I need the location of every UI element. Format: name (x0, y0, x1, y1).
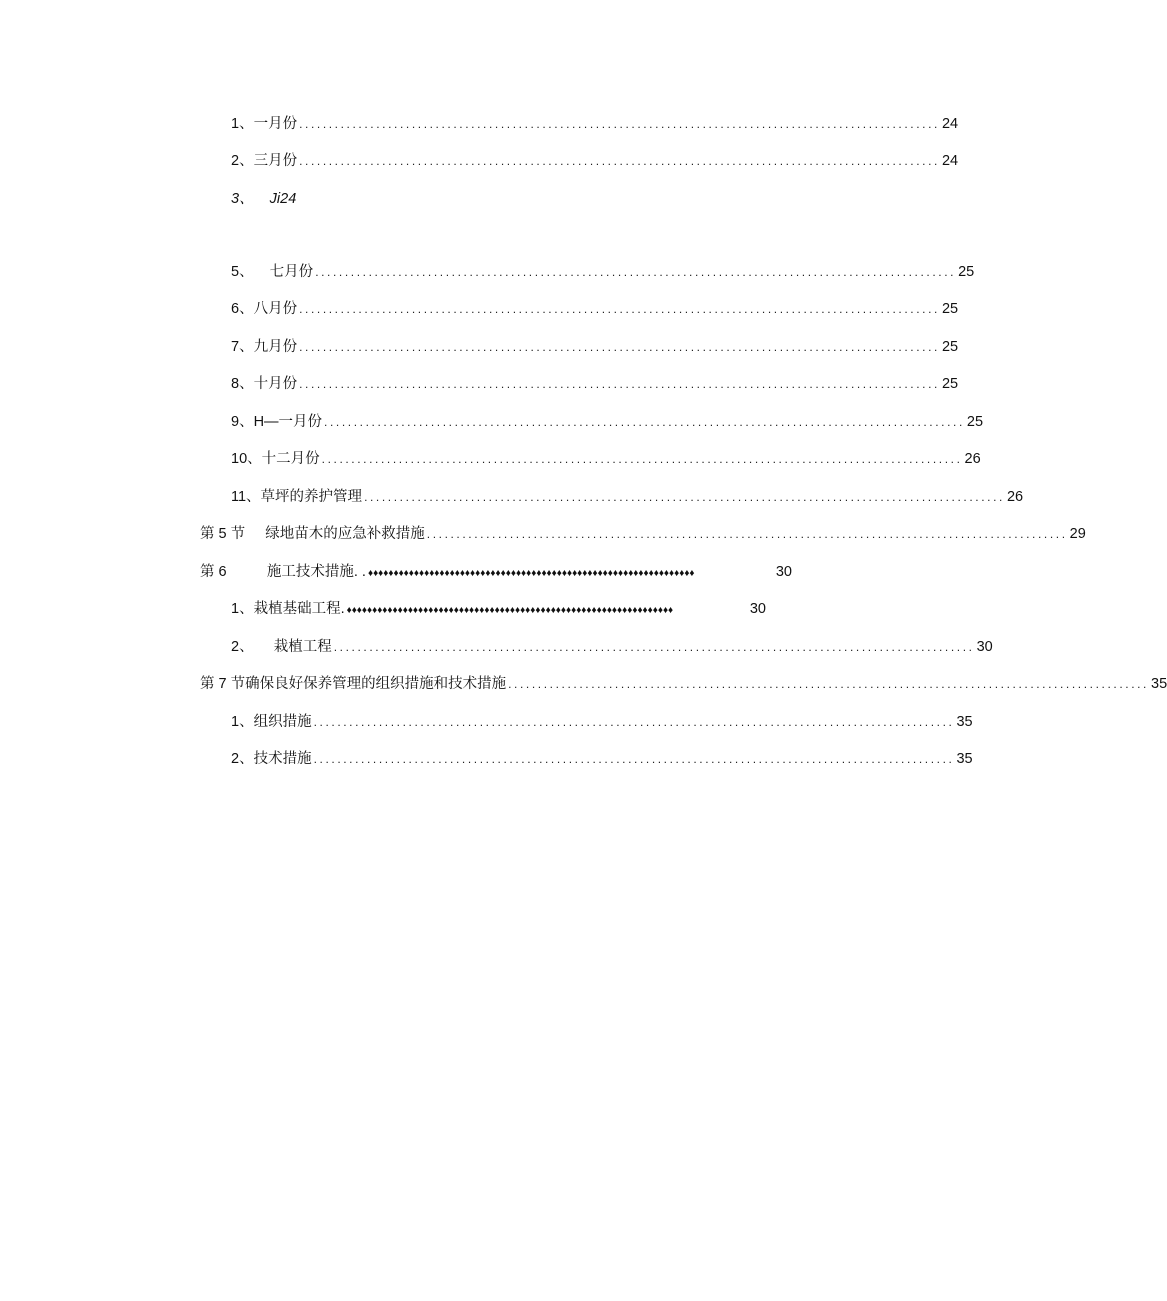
dot-leader: ............................................................................................................ (333, 640, 975, 654)
toc-entry[interactable] (231, 411, 984, 433)
toc-entry-label: 7、九月份 (231, 339, 298, 355)
toc-page-number: 24 (941, 153, 959, 169)
toc-page-number: 29 (1069, 526, 1086, 542)
diamond-leader: ♦♦♦♦♦♦♦♦♦♦♦♦♦♦♦♦♦♦♦♦♦♦♦♦♦♦♦♦♦♦♦♦♦♦♦♦♦♦♦♦♦♦♦♦♦♦♦♦♦♦♦♦♦♦♦♦♦♦♦♦♦♦♦♦ (367, 568, 695, 579)
toc-entry-label: 6、八月份 (231, 301, 298, 317)
toc-page-number: 35 (956, 714, 973, 730)
toc-entry-label: 11、草坪的养护管理 (231, 489, 363, 505)
toc-entry[interactable] (231, 336, 959, 358)
toc-entry-label: 9、H—一月份 (231, 414, 323, 430)
dot-leader: ............................................................................................................ (299, 340, 940, 354)
toc-page-number: 30 (775, 564, 792, 580)
toc-page-number: 26 (964, 451, 981, 467)
toc-entry-label: 2、技术措施 (231, 751, 312, 767)
toc-entry[interactable] (231, 373, 959, 395)
toc-entry-label: 10、十二月份 (231, 451, 320, 467)
dot-leader: ............................................................................................................ (313, 715, 955, 729)
toc-page-number: 30 (976, 639, 993, 655)
dot-leader: ............................................................................................................ (364, 490, 1005, 504)
toc-entry[interactable] (231, 188, 431, 210)
toc-entry-label: 5、 七月份 (231, 264, 314, 280)
toc-entry[interactable] (231, 298, 959, 320)
toc-page-number: 26 (1006, 489, 1024, 505)
toc-page-number: 24 (941, 116, 959, 132)
toc-entry-label: 1、栽植基础工程. (231, 601, 345, 617)
dot-leader: ............................................................................................................ (426, 527, 1068, 541)
toc-entry-label: 第 6 施工技术措施. . (200, 564, 366, 580)
toc-entry[interactable] (200, 673, 1167, 695)
toc-page-number: 30 (749, 601, 766, 617)
toc-entry[interactable] (200, 561, 792, 583)
dot-leader: ............................................................................................................ (299, 377, 940, 391)
toc-entry-label: 1、一月份 (231, 116, 298, 132)
toc-entry-label: 第 7 节确保良好保养管理的组织措施和技术措施 (200, 676, 507, 692)
toc-page-number: 35 (1151, 676, 1167, 692)
toc-entry-label: 3、 Ji24 (231, 191, 297, 207)
toc-page-number: 35 (956, 751, 973, 767)
toc-entry-label: 8、十月份 (231, 376, 298, 392)
dot-leader: ............................................................................................................ (324, 415, 965, 429)
diamond-leader: ♦♦♦♦♦♦♦♦♦♦♦♦♦♦♦♦♦♦♦♦♦♦♦♦♦♦♦♦♦♦♦♦♦♦♦♦♦♦♦♦♦♦♦♦♦♦♦♦♦♦♦♦♦♦♦♦♦♦♦♦♦♦♦♦ (346, 605, 674, 616)
toc-entry[interactable] (231, 711, 973, 733)
toc-page-number: 25 (941, 301, 959, 317)
toc-page-number: 25 (966, 414, 984, 430)
toc-entry-label: 2、 栽植工程 (231, 639, 332, 655)
dot-leader: ............................................................................................................ (313, 752, 955, 766)
toc-entry[interactable] (231, 113, 959, 135)
dot-leader: ............................................................................................................ (299, 302, 940, 316)
dot-leader: ............................................................................................................ (321, 452, 963, 466)
dot-leader: ............................................................................................................ (508, 677, 1149, 691)
toc-entry[interactable] (231, 598, 766, 620)
toc-page-number: 25 (941, 376, 959, 392)
toc-entry[interactable] (200, 523, 1086, 545)
toc-entry[interactable] (231, 150, 959, 172)
dot-leader: ............................................................................................................ (299, 117, 940, 131)
toc-entry-label: 第 5 节 绿地苗木的应急补救措施 (200, 526, 425, 542)
toc-entry-label: 1、组织措施 (231, 714, 312, 730)
toc-entry[interactable] (231, 748, 973, 770)
dot-leader: ............................................................................................................ (299, 154, 940, 168)
toc-page-number: 25 (941, 339, 959, 355)
toc-page-number: 25 (958, 264, 975, 280)
toc-entry-label: 2、三月份 (231, 153, 298, 169)
dot-leader: ............................................................................................................ (315, 265, 957, 279)
toc-entry[interactable] (231, 486, 1024, 508)
toc-entry[interactable] (231, 261, 975, 283)
toc-entry[interactable] (231, 636, 993, 658)
toc-entry[interactable] (231, 448, 981, 470)
